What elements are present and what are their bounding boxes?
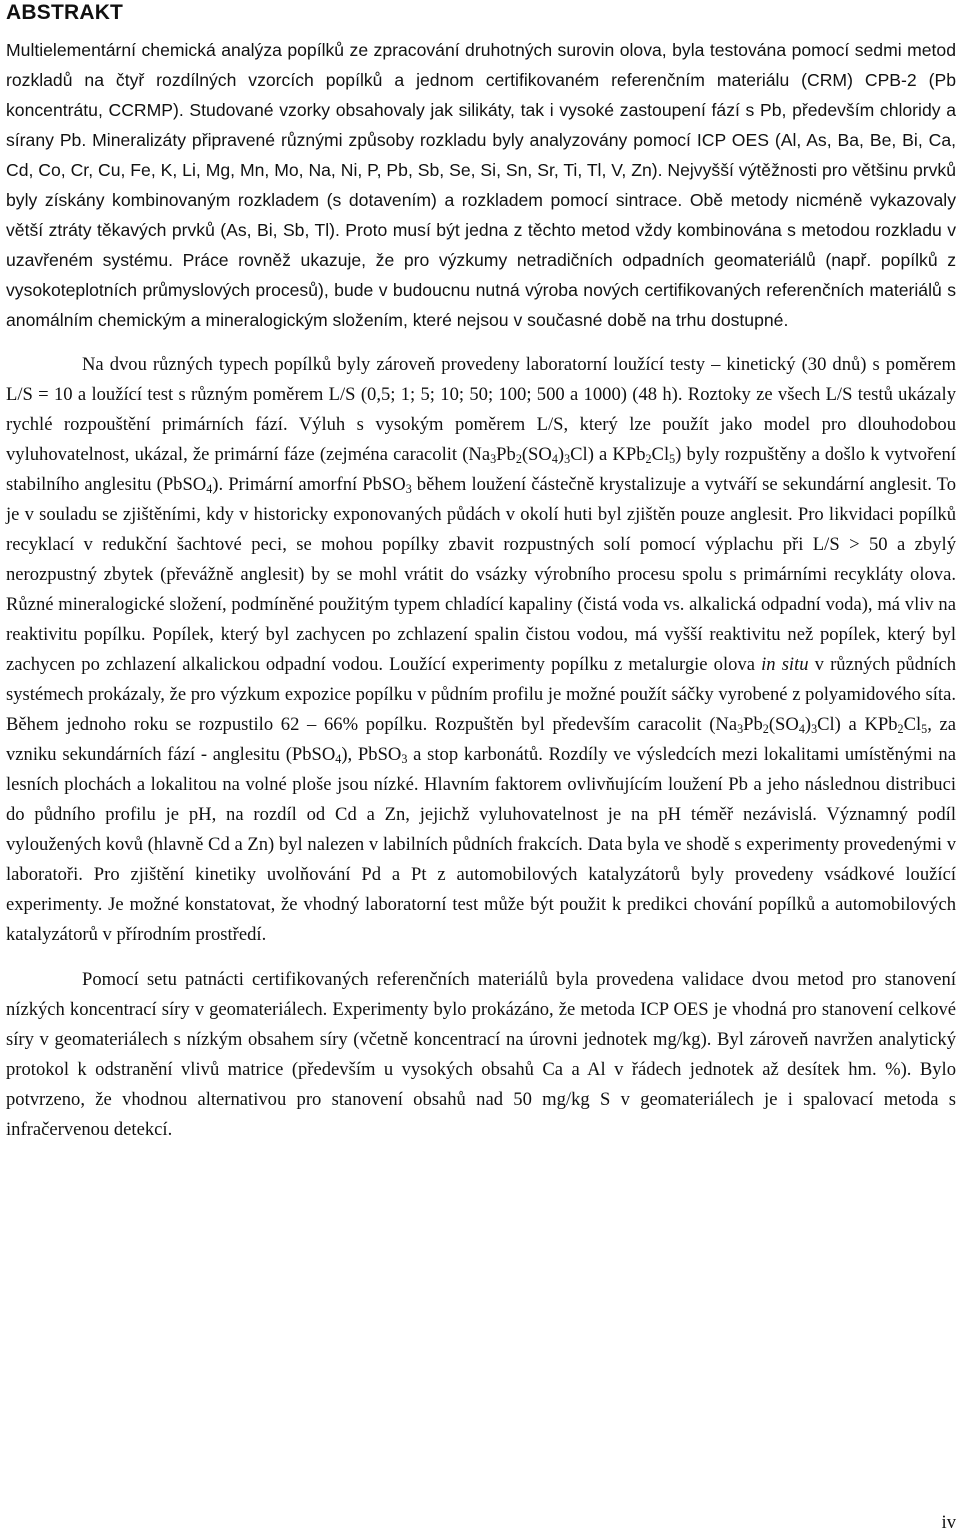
abstract-paragraph-2 bbox=[6, 350, 956, 950]
text-run: ), PbSO bbox=[341, 744, 402, 765]
subscript: 3 bbox=[737, 722, 744, 737]
abstract-paragraph-1: Multielementární chemická analýza popílků ze zpracování druhotných surovin olova, byla testována pomocí sedmi metod rozkladů na čtyř rozdílných vzorcích popílků a jednom certifikovaném referenčním materiálu (CRM) CPB-2 (Pb koncentrátu, CCRMP). Studované vzorky obsahovaly jak silikáty, tak i vysoké zastoupení fází s Pb, především chloridy a sírany Pb. Mineralizáty připravené různými způsoby rozkladu byly analyzovány pomocí ICP OES (Al, As, Ba, Be, Bi, Ca, Cd, Co, Cr, Cu, Fe, K, Li, Mg, Mn, Mo, Na, Ni, P, Pb, Sb, Se, Si, Sn, Sr, Ti, Tl, V, Zn). Nejvyšší výtěžnosti pro většinu prvků byly získány kombinovaným rozkladem (s dotavením) a rozkladem pomocí sintrace. Obě metody nicméně vykazovaly větší ztráty těkavých prvků (As, Bi, Sb, Tl). Proto musí být jedna z těchto metod vždy kombinována s metodou rozkladu v uzavřeném systému. Práce rovněž ukazuje, že pro výzkumy netradičních odpadních geomateriálů (např. popílků z vysokoteplotních průmyslových procesů), bude v budoucnu nutná výroba nových certifikovaných referenčních materiálů s anomálním chemickým a mineralogickým složením, které nejsou v současné době na trhu dostupné. bbox=[6, 40, 956, 330]
subscript: 4 bbox=[206, 482, 213, 497]
abstract-paragraph-3: Pomocí setu patnácti certifikovaných referenčních materiálů byla provedena validace dvou metod pro stanovení nízkých koncentrací síry v geomateriálech. Experimenty bylo prokázáno, že metoda ICP OES je vhodná pro stanovení celkové síry v geomateriálech s nízkým obsahem síry (včetně koncentrací na úrovni jednotek mg/kg). Byl zároveň navržen analytický protokol k odstranění vlivů matrice (především u vysokých obsahů Ca a Al v řádech jednotek až desítek hm. %). Bylo potvrzeno, že vhodnou alternativou pro stanovení obsahů nad 50 mg/kg S v geomateriálech je i spalovací metoda s infračervenou detekcí. bbox=[6, 969, 956, 1140]
subscript: 3 bbox=[490, 452, 497, 467]
subscript: 2 bbox=[515, 452, 522, 467]
italic-term: in situ bbox=[761, 654, 809, 675]
text-run: Cl) a KPb bbox=[570, 444, 646, 465]
subscript: 2 bbox=[897, 722, 904, 737]
text-run: během loužení částečně krystalizuje a vytváří se sekundární anglesit. To je v souladu se zjištěními, kdy v historicky exponovaných půdách v okolí huti byl zjištěn pouze anglesit. Pro likvidaci popílků recyklací v redukční šachtové peci, se mohou popílky zbavit rozpustných solí pomocí výplachu při L/S > 50 a zbylý nerozpustný zbytek (převážně anglesit) by se mohl vrátit do vsázky výrobního procesu spolu s primárními recykláty olova. Různé mineralogické složení, podmíněné použitým typem chladící kapaliny (čistá voda vs. alkalická odpadní voda), má vliv na reaktivitu popílku. Popílek, který byl zachycen po zchlazení spalin čistou vodou, má vyšší reaktivitu než popílek, který byl zachycen po zchlazení alkalickou odpadní vodou. Loužící experimenty popílku z metalurgie olova bbox=[6, 474, 956, 675]
subscript: 4 bbox=[798, 722, 805, 737]
text-run: a stop karbonátů. Rozdíly ve výsledcích mezi lokalitami umístěnými na lesních plochách a lokalitou na volné ploše jsou nízké. Hlavním faktorem ovlivňujícím loužení Pb a jeho následnou distribuci do půdního profilu je pH, na rozdíl od Cd a Zn, jejichž vyluhovatelnost je na pH téměř nezávislá. Významný podíl vyloužených kovů (hlavně Cd a Zn) byl nalezen v labilních půdních frakcích. Data byla ve shodě s experimenty provedenými v laboratoři. Pro zjištění kinetiky uvolňování Pd a Pt z automobilových katalyzátorů byly provedeny vsádkové loužící experimenty. Je možné konstatovat, že vhodný laboratorní test může být použit k predikci chování popílků a automobilových katalyzátorů v přírodním prostředí. bbox=[6, 744, 956, 945]
subscript: 4 bbox=[551, 452, 558, 467]
section-heading: ABSTRAKT bbox=[6, 1, 124, 24]
subscript: 3 bbox=[811, 722, 818, 737]
text-run: Cl bbox=[903, 714, 922, 735]
text-run: Pb bbox=[743, 714, 763, 735]
text-run: Cl bbox=[651, 444, 670, 465]
subscript: 2 bbox=[645, 452, 652, 467]
text-run: , za vzniku sekundárních fází - anglesitu (PbSO bbox=[6, 714, 957, 765]
text-run: Cl) a KPb bbox=[817, 714, 898, 735]
page-number: iv bbox=[941, 1512, 956, 1533]
text-run: ) bbox=[557, 444, 565, 465]
text-run: (SO bbox=[768, 714, 799, 735]
text-run: ). Primární amorfní PbSO bbox=[212, 474, 406, 495]
text-run: ) byly rozpuštěny a došlo k vytvoření stabilního anglesitu (PbSO bbox=[6, 444, 956, 495]
subscript: 3 bbox=[564, 452, 571, 467]
subscript: 3 bbox=[405, 482, 412, 497]
subscript: 5 bbox=[669, 452, 676, 467]
text-run: Na dvou různých typech popílků byly zároveň provedeny laboratorní loužící testy – kinetický (30 dnů) s poměrem L/S = 10 a loužící test s různým poměrem L/S (0,5; 1; 5; 10; 50; 100; 500 a 1000) (48 h). Roztoky ze všech L/S testů ukázaly rychlé rozpouštění primárních fází. Výluh s vysokým poměrem L/S, který lze použít jako model pro dlouhodobou vyluhovatelnost, ukázal, že primární fáze (zejména caracolit (Na bbox=[6, 354, 956, 465]
subscript: 2 bbox=[762, 722, 769, 737]
document-page bbox=[6, 0, 956, 1145]
text-run: ) bbox=[804, 714, 812, 735]
subscript: 4 bbox=[335, 752, 342, 767]
text-run: (SO bbox=[521, 444, 552, 465]
subscript: 3 bbox=[401, 752, 408, 767]
subscript: 5 bbox=[921, 722, 928, 737]
text-run: Pb bbox=[496, 444, 516, 465]
text-run: v různých půdních systémech prokázaly, že pro výzkum expozice popílku v půdním profilu je možné použít sáčky vyrobené z polyamidového síta. Během jednoho roku se rozpustilo 62 – 66% popílku. Rozpuštěn byl především caracolit (Na bbox=[6, 654, 957, 735]
